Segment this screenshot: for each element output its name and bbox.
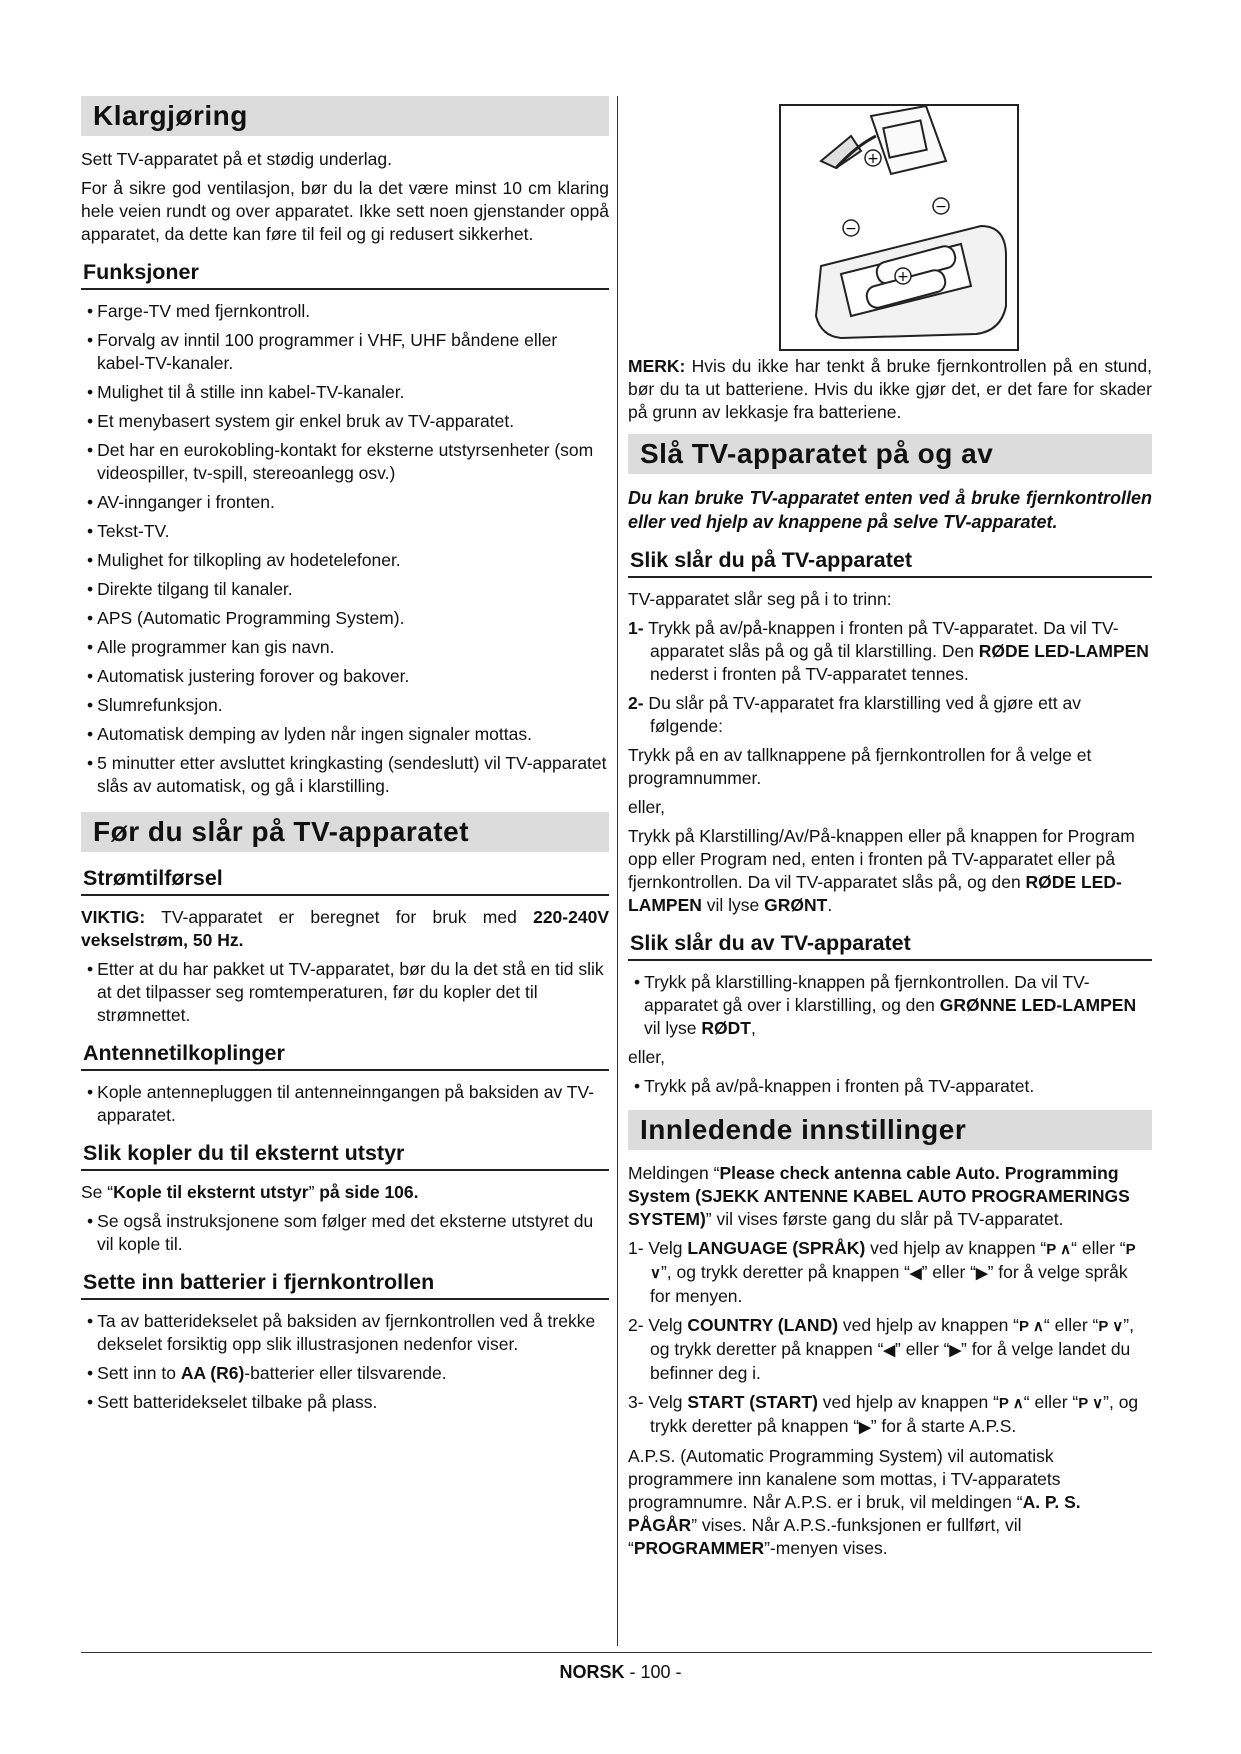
list-item: • AV-innganger i fronten.: [81, 491, 609, 514]
option-name: COUNTRY (LAND): [687, 1315, 839, 1335]
item-post: ,: [750, 1018, 756, 1038]
column-divider: [617, 96, 618, 1646]
right-key-icon: ▶: [976, 1265, 988, 1282]
step-number: 1-: [628, 1238, 644, 1258]
antenne-heading: Antennetilkoplinger: [81, 1041, 609, 1071]
list-item: • APS (Automatic Programming System).: [81, 607, 609, 630]
ref-bold: Kople til eksternt utstyr: [113, 1182, 309, 1202]
list-item: • Forvalg av inntil 100 programmer i VHF, UHF båndene eller kabel-TV-kanaler.: [81, 329, 609, 375]
p3-bold1: RØDE LED-LAMPEN: [628, 872, 1122, 915]
sla-pa-heading: Slå TV-apparatet på og av: [628, 434, 1152, 474]
list-item: • Alle programmer kan gis navn.: [81, 636, 609, 659]
list-item: • Mulighet for tilkopling av hodetelefoner.: [81, 549, 609, 572]
eksternt-list: [81, 1210, 609, 1256]
merk-paragraph: [628, 355, 1152, 424]
t: Velg: [643, 1315, 688, 1335]
slik-av-list-2: [628, 1075, 1152, 1098]
slik-av-eller: eller,: [628, 1047, 665, 1067]
p2-bold2: PROGRAMMER: [633, 1538, 765, 1558]
p-down-key: P ∨: [1098, 1318, 1124, 1335]
plus-label: +: [897, 269, 909, 285]
funksjoner-list: [81, 300, 609, 798]
p1-post: ” vil vises første gang du slår på TV-apparatet.: [705, 1209, 1064, 1229]
minus-label: −: [845, 221, 857, 237]
page-footer: [0, 1662, 1241, 1683]
step-number: 2-: [628, 693, 644, 713]
t: ”, og trykk deretter på knappen “: [660, 1262, 911, 1282]
p3-post: .: [827, 895, 833, 915]
list-item: • Farge-TV med fjernkontroll.: [81, 300, 609, 323]
list-item: • Direkte tilgang til kanaler.: [81, 578, 609, 601]
t: Velg: [643, 1392, 688, 1412]
footer-rule: [81, 1652, 1152, 1653]
slik-pa-p3: [628, 825, 1152, 917]
slik-pa-p2: Trykk på en av tallknappene på fjernkontrollen for å velge et programnummer.: [628, 745, 1092, 788]
list-item: • Mulighet til å stille inn kabel-TV-kanaler.: [81, 381, 609, 404]
klargjoring-heading: Klargjøring: [81, 96, 609, 136]
list-item: • Automatisk demping av lyden når ingen signaler mottas.: [81, 723, 609, 746]
viktig-label: VIKTIG:: [81, 907, 146, 927]
list-item: • Ta av batteridekselet på baksiden av fjernkontrollen ved å trekke dekselet forsiktig opp slik illustrasjonen nedenfor viser.: [81, 1310, 609, 1356]
list-item: [81, 1362, 609, 1385]
item-bold2: RØDT: [701, 1018, 751, 1038]
p-up-key: P ∧: [1046, 1241, 1072, 1258]
t: ” for å velge språk for menyen.: [650, 1262, 1128, 1306]
ref-mid: ”: [308, 1182, 320, 1202]
step-item: [628, 1314, 1152, 1385]
t: ” eller “: [895, 1339, 950, 1359]
p2-mid: ” vises. Når A.P.S.-funksjonen er fullført, vil “: [628, 1515, 1022, 1558]
ref-pre: Se “: [81, 1182, 114, 1202]
item-post: -batterier eller tilsvarende.: [244, 1363, 447, 1383]
t: ” for å velge landet du befinner deg i.: [650, 1339, 1131, 1383]
slik-av-heading: Slik slår du av TV-apparatet: [628, 931, 1152, 961]
list-item: • Slumrefunksjon.: [81, 694, 609, 717]
p-down-key: P ∨: [650, 1241, 1136, 1282]
p1-bold: Please check antenna cable Auto. Programming System (SJEKK ANTENNE KABEL AUTO PROGRAMERINGS SYSTEM): [628, 1163, 1130, 1229]
slik-pa-heading: Slik slår du på TV-apparatet: [628, 548, 1152, 578]
list-item: • 5 minutter etter avsluttet kringkasting (sendeslutt) vil TV-apparatet slås av automatisk, og gå i klarstilling.: [81, 752, 609, 798]
slik-pa-steps: [628, 617, 1152, 738]
list-item: [628, 971, 1152, 1040]
page-number: - 100 -: [624, 1662, 682, 1682]
p2-bold1: A. P. S. PÅGÅR: [628, 1492, 1081, 1535]
t: “ eller “: [1023, 1392, 1079, 1412]
eksternt-reference: [81, 1181, 609, 1204]
list-item: • Kople antennepluggen til antenneinngangen på baksiden av TV-apparatet.: [81, 1081, 609, 1127]
step-number: 1-: [628, 618, 644, 638]
t: ” for å starte A.P.S.: [870, 1416, 1017, 1436]
item-pre: Trykk på klarstilling-knappen på fjernkontrollen. Da vil TV-apparatet gå over i klarstilling, og den: [644, 972, 1090, 1015]
option-name: LANGUAGE (SPRÅK): [687, 1238, 866, 1258]
item-pre: Sett inn to: [97, 1363, 181, 1383]
sla-pa-intro: Du kan bruke TV-apparatet enten ved å bruke fjernkontrollen eller ved hjelp av knappene på selve TV-apparatet.: [628, 488, 1152, 532]
for-du-heading: Før du slår på TV-apparatet: [81, 812, 609, 852]
list-item: • Etter at du har pakket ut TV-apparatet, bør du la det stå en tid slik at det tilpasser seg romtemperaturen, før du kopler det til strømnettet.: [81, 958, 609, 1027]
batterier-heading: Sette inn batterier i fjernkontrollen: [81, 1270, 609, 1300]
list-item: • Et menybasert system gir enkel bruk av TV-apparatet.: [81, 410, 609, 433]
funksjoner-heading: Funksjoner: [81, 260, 609, 290]
p-down-key: P ∨: [1078, 1395, 1104, 1412]
p3-mid: vil lyse: [701, 895, 765, 915]
klargjoring-p2: For å sikre god ventilasjon, bør du la det være minst 10 cm klaring hele veien rundt og over apparatet. Ikke sett noen gjenstander oppå apparatet, da dette kan føre til feil og gi redusert sikkerhet.: [81, 178, 609, 244]
slik-pa-p1: TV-apparatet slår seg på i to trinn:: [628, 589, 892, 609]
step-bold: RØDE LED-LAMPEN: [978, 641, 1149, 661]
p1-pre: Meldingen “: [628, 1163, 720, 1183]
t: ” eller “: [921, 1262, 977, 1282]
stromtilforsel-heading: Strømtilførsel: [81, 866, 609, 896]
merk-text: Hvis du ikke har tenkt å bruke fjernkontrollen på en stund, bør du ta ut batteriene. Hvis du ikke gjør det, er det fare for skader på grunn av lekkasje fra batteriene.: [628, 356, 1152, 422]
eksternt-heading: Slik kopler du til eksternt utstyr: [81, 1141, 609, 1171]
ref-page: på side 106.: [319, 1182, 419, 1202]
right-column: [628, 355, 1152, 1566]
step-item: [628, 692, 1152, 738]
t: ved hjelp av knappen “: [838, 1315, 1020, 1335]
innledende-steps: [628, 1237, 1152, 1439]
merk-label: MERK:: [628, 356, 686, 376]
list-item: • Automatisk justering forover og bakover.: [81, 665, 609, 688]
option-name: START (START): [687, 1392, 818, 1412]
p-up-key: P ∧: [998, 1395, 1024, 1412]
klargjoring-p1: Sett TV-apparatet på et stødig underlag.: [81, 149, 392, 169]
viktig-bold: 220-240V vekselstrøm, 50 Hz.: [81, 907, 609, 950]
step-item: [628, 1237, 1152, 1308]
step-text: Du slår på TV-apparatet fra klarstilling ved å gjøre ett av følgende:: [643, 693, 1081, 736]
t: Velg: [643, 1238, 688, 1258]
step-post: nederst i fronten på TV-apparatet tennes.: [650, 664, 969, 684]
slik-av-list: [628, 971, 1152, 1040]
remote-battery-illustration: [779, 104, 1019, 351]
item-bold: AA (R6): [180, 1363, 245, 1383]
step-item: [628, 617, 1152, 686]
p3-pre: Trykk på Klarstilling/Av/På-knappen eller på knappen for Program opp eller Program ned, enten i fronten på TV-apparatet eller på fjernkontrollen. Da vil TV-apparatet slås på, og den: [628, 826, 1135, 892]
antenne-list: [81, 1081, 609, 1127]
p2-post: ”-menyen vises.: [764, 1538, 888, 1558]
footer-language: NORSK: [559, 1662, 625, 1682]
t: ”, og trykk deretter på knappen “: [650, 1392, 1139, 1436]
step-number: 3-: [628, 1392, 644, 1412]
item-mid: vil lyse: [644, 1018, 702, 1038]
step-text: Trykk på av/på-knappen i fronten på TV-apparatet. Da vil TV-apparatet slås på og gå til klarstilling. Den: [643, 618, 1119, 661]
t: ”, og trykk deretter på knappen “: [650, 1315, 1134, 1359]
step-number: 2-: [628, 1315, 644, 1335]
item-bold: GRØNNE LED-LAMPEN: [939, 995, 1137, 1015]
t: “ eller “: [1043, 1315, 1099, 1335]
p-up-key: P ∧: [1019, 1318, 1044, 1335]
viktig-paragraph: [81, 906, 609, 952]
slik-pa-eller: eller,: [628, 797, 665, 817]
t: ved hjelp av knappen “: [817, 1392, 999, 1412]
innledende-heading: Innledende innstillinger: [628, 1110, 1152, 1150]
list-item: • Trykk på av/på-knappen i fronten på TV-apparatet.: [628, 1075, 1152, 1098]
list-item: • Tekst-TV.: [81, 520, 609, 543]
t: “ eller “: [1071, 1238, 1126, 1258]
innledende-p2: [628, 1445, 1152, 1560]
p3-bold2: GRØNT: [764, 895, 828, 915]
stromtilforsel-list: [81, 958, 609, 1027]
p2-pre: A.P.S. (Automatic Programming System) vil automatisk programmere inn kanalene som mottas, i TV-apparatets programnumre. Når A.P.S. er i bruk, vil meldingen “: [628, 1446, 1061, 1512]
list-item: • Se også instruksjonene som følger med det eksterne utstyret du vil kople til.: [81, 1210, 609, 1256]
remote-battery-drawing: [781, 106, 1017, 349]
right-key-icon: ▶: [859, 1419, 871, 1436]
list-item: • Det har en eurokobling-kontakt for eksterne utstyrsenheter (som videospiller, tv-spill, stereoanlegg osv.): [81, 439, 609, 485]
step-item: [628, 1391, 1152, 1439]
left-column: [81, 96, 609, 1420]
list-item: • Sett batteridekselet tilbake på plass.: [81, 1391, 609, 1414]
plus-label: +: [867, 151, 879, 167]
right-key-icon: ▶: [949, 1342, 962, 1359]
batterier-list: [81, 1310, 609, 1414]
left-key-icon: ◀: [883, 1342, 896, 1359]
innledende-p1: [628, 1162, 1152, 1231]
t: ved hjelp av knappen “: [865, 1238, 1047, 1258]
minus-label: −: [935, 199, 947, 215]
viktig-text: TV-apparatet er beregnet for bruk med: [145, 907, 534, 927]
left-key-icon: ◀: [910, 1265, 922, 1282]
